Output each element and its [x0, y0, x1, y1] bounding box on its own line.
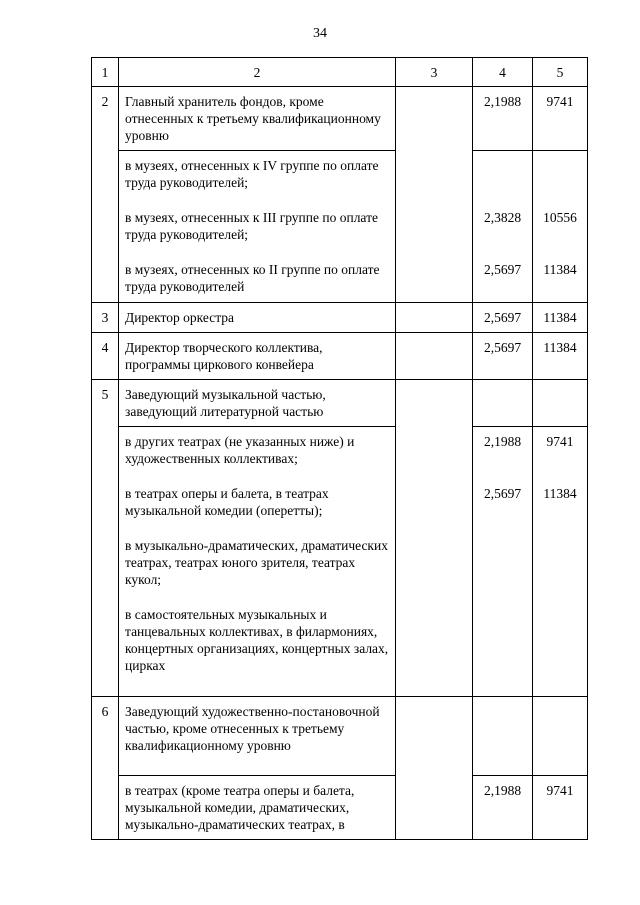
coefficient-value: 2,5697	[483, 262, 522, 277]
salary-cell	[533, 151, 588, 303]
coefficient-cell: 2,5697	[473, 333, 533, 380]
salary-cell: 9741	[533, 776, 588, 840]
sub-item: в самостоятельных музыкальных и танцевальных коллективах, в филармониях, концертных организациях, концертных залах, цирках	[125, 607, 389, 673]
page-number: 34	[313, 26, 327, 41]
salary-cell	[533, 380, 588, 427]
coefficient-cell: 2,5697	[473, 303, 533, 333]
position-title: Главный хранитель фондов, кроме отнесенных к третьему квалификационному уровню	[119, 87, 396, 151]
position-title: Директор творческого коллектива, программы циркового конвейера	[119, 333, 396, 380]
sub-item: в музеях, отнесенных к IV группе по оплате труда руководителей;	[125, 158, 379, 190]
coefficient-cell	[473, 697, 533, 776]
sub-items	[119, 427, 396, 697]
coefficient-cell	[473, 151, 533, 303]
header-cell-1: 1	[92, 58, 119, 87]
salary-cell	[533, 427, 588, 697]
sub-item: в музеях, отнесенных ко II группе по оплате труда руководителей	[125, 262, 380, 294]
coefficient-cell	[473, 427, 533, 697]
row-number: 5	[92, 380, 119, 697]
salary-value: 10556	[543, 210, 577, 225]
coefficient-cell: 2,1988	[473, 776, 533, 840]
salary-cell: 11384	[533, 333, 588, 380]
coefficient-cell: 2,1988	[473, 87, 533, 151]
col3-cell	[396, 697, 473, 840]
col3-cell	[396, 380, 473, 697]
col3-cell	[396, 87, 473, 303]
coefficient-cell	[473, 380, 533, 427]
position-title: Заведующий художественно-постановочной частью, кроме отнесенных к третьему квалификационному уровню	[119, 697, 396, 776]
header-cell-5: 5	[533, 58, 588, 87]
sub-items	[119, 776, 396, 840]
col3-cell	[396, 303, 473, 333]
row-number: 6	[92, 697, 119, 840]
row-number: 2	[92, 87, 119, 303]
coefficient-value: 2,1988	[483, 434, 522, 449]
salary-value	[533, 157, 587, 174]
sub-items	[119, 151, 396, 303]
table-row	[92, 151, 588, 303]
salary-cell: 9741	[533, 87, 588, 151]
row-number: 3	[92, 303, 119, 333]
position-title: Директор оркестра	[119, 303, 396, 333]
row-number: 4	[92, 333, 119, 380]
header-cell-2: 2	[119, 58, 396, 87]
table-row	[92, 380, 588, 427]
col3-cell	[396, 333, 473, 380]
table-header-row	[92, 58, 588, 87]
table-row	[92, 303, 588, 333]
salary-value: 11384	[543, 262, 577, 277]
sub-item: в музыкально-драматических, драматических театрах, театрах юного зрителя, театрах кукол;	[125, 538, 388, 587]
sub-item: в других театрах (не указанных ниже) и художественных коллективах;	[125, 434, 355, 466]
salary-cell	[533, 697, 588, 776]
table-row	[92, 333, 588, 380]
sub-item: в музеях, отнесенных к III группе по оплате труда руководителей;	[125, 210, 378, 242]
table-row	[92, 427, 588, 697]
sub-item: в театрах оперы и балета, в театрах музыкальной комедии (оперетты);	[125, 486, 329, 518]
salary-value: 9741	[546, 434, 574, 449]
position-title: Заведующий музыкальной частью, заведующий литературной частью	[119, 380, 396, 427]
table-row	[92, 87, 588, 151]
table-row	[92, 776, 588, 840]
salary-value: 11384	[543, 486, 577, 501]
salary-table	[91, 57, 588, 840]
coefficient-value: 2,5697	[483, 486, 522, 501]
salary-cell: 11384	[533, 303, 588, 333]
table-row	[92, 697, 588, 776]
coefficient-value: 2,3828	[483, 210, 522, 225]
header-cell-4: 4	[473, 58, 533, 87]
sub-item: в театрах (кроме театра оперы и балета, музыкальной комедии, драматических, музыкально-драматических театрах, в	[125, 783, 355, 832]
coefficient-value	[473, 157, 532, 174]
header-cell-3: 3	[396, 58, 473, 87]
